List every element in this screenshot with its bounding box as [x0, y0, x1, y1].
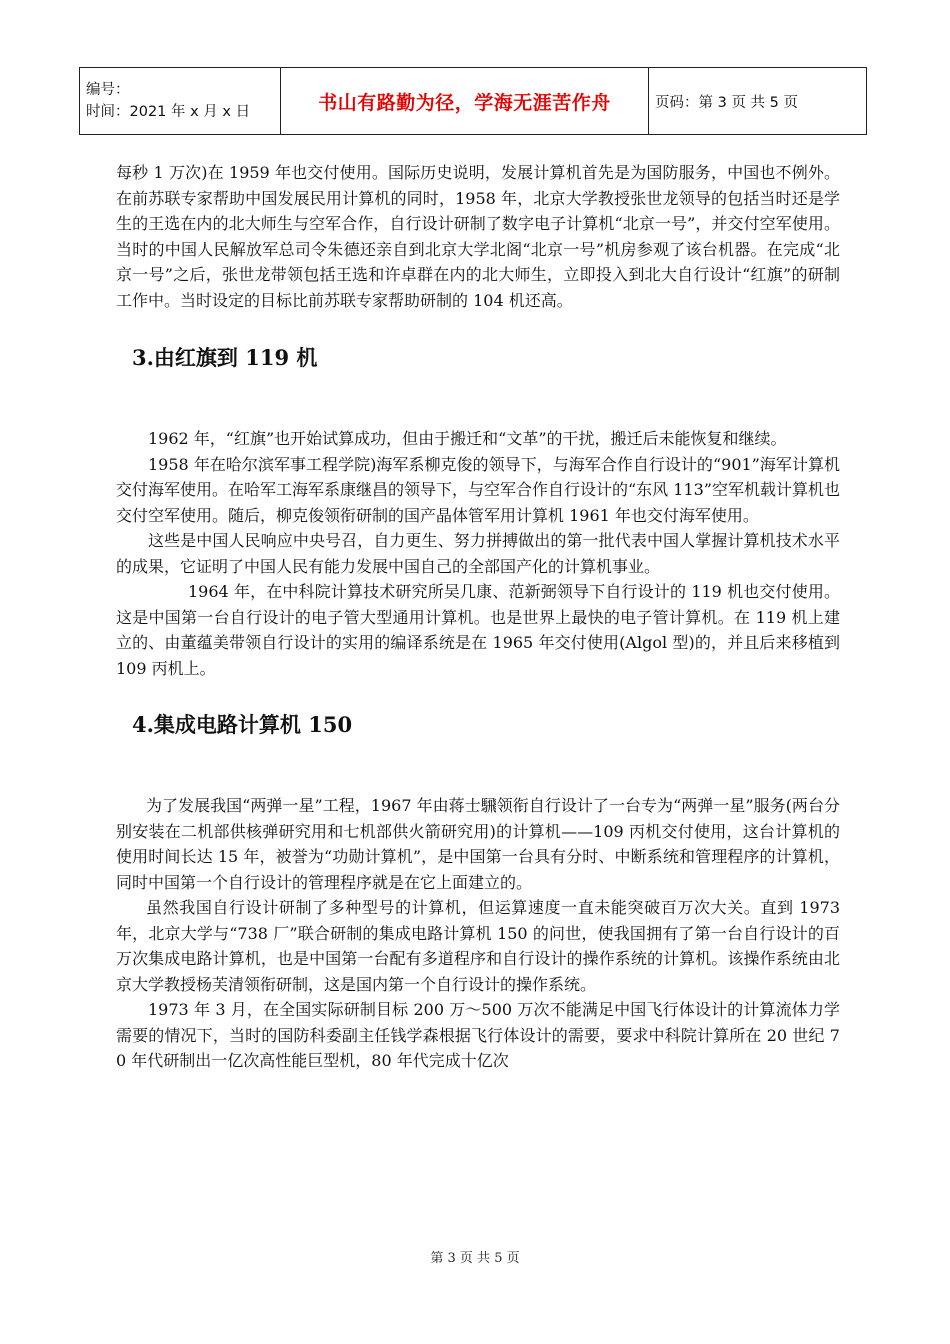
section-4-paragraph-1: 为了发展我国“两弹一星”工程，1967 年由蒋士騛领衔自行设计了一台专为“两弹一星”服务(两台分别安装在二机部供核弹研究用和七机部供火箭研究用)的计算机——109 丙机交付使用，这台计算机的使用时间长达 15 年，被誉为“功勋计算机”，是中国第一台具有分时、中断系统和管理程序的计算机，同时中国第一个自行设计的管理程序就是在它上面建立的。: [116, 796, 840, 892]
time-label: 时间：2021 年 x 月 x 日: [86, 104, 251, 120]
header-motto: 书山有路勤为径，学海无涯苦作舟: [281, 68, 649, 135]
section-3-paragraph-1: 1962 年，“红旗”也开始试算成功，但由于搬迁和“文革”的干扰，搬迁后未能恢复和继续。: [148, 429, 787, 448]
section-4-paragraph-2: 虽然我国自行设计研制了多种型号的计算机，但运算速度一直未能突破百万次大关。直到 1973 年，北京大学与“738 厂”联合研制的集成电路计算机 150 的问世，使我国拥有了第一台自行设计的百万次集成电路计算机，也是中国第一台配有多道程序和自行设计的操作系统的计算机。该操作系统由北京大学教授杨芙清领衔研制，这是国内第一个自行设计的操作系统。: [116, 898, 840, 994]
section-3-paragraph-3: 这些是中国人民响应中央号召，自力更生、努力拼搏做出的第一批代表中国人掌握计算机技术水平的成果，它证明了中国人民有能力发展中国自己的全部国产化的计算机事业。: [116, 531, 840, 576]
section-3-paragraph-2: 1958 年在哈尔滨军事工程学院)海军系柳克俊的领导下，与海军合作自行设计的“901”海军计算机交付海军使用。在哈军工海军系康继昌的领导下，与空军合作自行设计的“东风 113”空军机载计算机也交付空军使用。随后，柳克俊领衔研制的国产晶体管军用计算机 1961 年也交付海军使用。: [116, 454, 840, 525]
page-footer: 第 3 页 共 5 页: [430, 1251, 520, 1266]
code-label: 编号：: [86, 82, 130, 98]
intro-paragraph: 每秒 1 万次)在 1959 年也交付使用。国际历史说明，发展计算机首先是为国防服务，中国也不例外。在前苏联专家帮助中国发展民用计算机的同时，1958 年，北京大学教授张世龙领导的包括当时还是学生的王选在内的北大师生与空军合作，自行设计研制了数字电子计算机“北京一号”，并交付空军使用。当时的中国人民解放军总司令朱德还亲自到北京大学北阁“北京一号”机房参观了该台机器。在完成“北京一号”之后，张世龙带领包括王选和许卓群在内的北大师生，立即投入到北大自行设计“红旗”的研制工作中。当时设定的目标比前苏联专家帮助研制的 104 机还高。: [116, 163, 840, 310]
section-4-paragraph-3: 1973 年 3 月，在全国实际研制目标 200 万～500 万次不能满足中国飞行体设计的计算流体力学需要的情况下，当时的国防科委副主任钱学森根据飞行体设计的需要，要求中科院计算所在 20 世纪 70 年代研制出一亿次高性能巨型机，80 年代完成十亿次: [116, 1000, 840, 1070]
header-table: [79, 67, 867, 135]
header-page-info: 页码：第 3 页 共 5 页: [649, 68, 867, 135]
section-3-heading: 3.由红旗到 119 机: [132, 345, 318, 370]
section-3-paragraph-4: 1964 年，在中科院计算技术研究所吴几康、范新弼领导下自行设计的 119 机也交付使用。这是中国第一台自行设计的电子管大型通用计算机。也是世界上最快的电子管计算机。在 119 机上建立的、由董蕴美带领自行设计的实用的编译系统是在 1965 年交付使用(Algol 型)的，并且后来移植到 109 丙机上。: [116, 582, 840, 678]
header-meta-cell: [80, 68, 281, 135]
document-body: [116, 160, 840, 1074]
section-4-heading: 4.集成电路计算机 150: [132, 712, 353, 737]
